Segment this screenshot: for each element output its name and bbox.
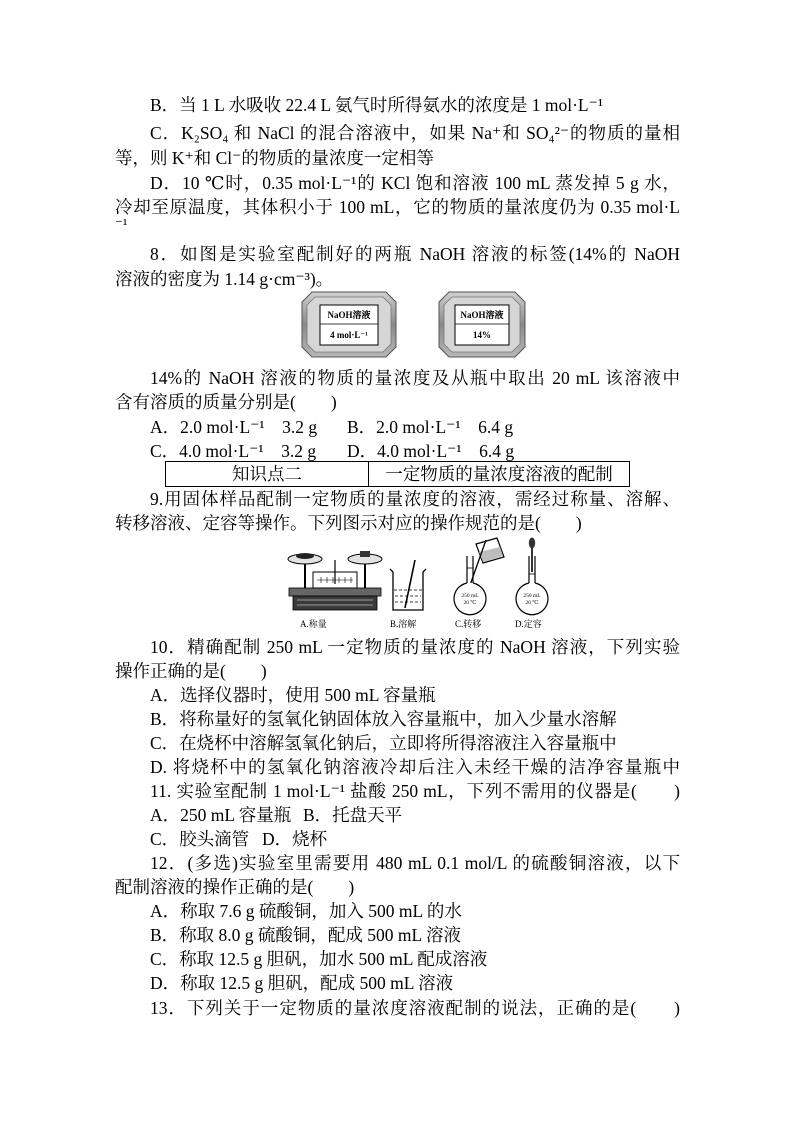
bottle-label-percent — [439, 292, 525, 357]
q10-stem-line1: 10．精确配制 250 mL 一定物质的量浓度的 NaOH 溶液，下列实验 — [150, 637, 680, 657]
balance-illustration — [288, 551, 382, 610]
q7-option-d-line1: D．10 ℃时，0.35 mol·L⁻¹的 KCl 饱和溶液 100 mL 蒸发掉 5 g 水， — [150, 173, 680, 193]
section-label: 知识点二 — [166, 462, 369, 486]
bottle-label-2-title: NaOH溶液 — [460, 310, 504, 320]
q9-stem-line1: 9.用固体样品配制一定物质的量浓度的溶液，需经过称量、溶解、 — [150, 489, 680, 509]
flask-c-volume: 250 mL — [461, 593, 479, 599]
q8-option-c: C．4.0 mol·L⁻¹ 3.2 g — [150, 441, 317, 461]
q10-stem-line2: 操作正确的是( ) — [115, 661, 267, 681]
caption-c: C.转移 — [455, 619, 482, 629]
q11-option-c: C．胶头滴管 — [150, 829, 250, 849]
flask-c-temperature: 20 ℃ — [463, 600, 477, 606]
q12-option-d: D．称取 12.5 g 胆矾，配成 500 mL 溶液 — [150, 973, 454, 993]
q8-question-line2: 含有溶质的质量分别是( ) — [115, 392, 337, 412]
q10-option-a: A．选择仪器时，使用 500 mL 容量瓶 — [150, 685, 436, 705]
bottle-label-2-value: 14% — [473, 330, 491, 340]
section-title: 一定物质的量浓度溶液的配制 — [385, 464, 613, 484]
q8-stem-line2: 溶液的密度为 1.14 g·cm⁻³)。 — [115, 269, 334, 289]
q8-question-line1: 14%的 NaOH 溶液的物质的量浓度及从瓶中取出 20 mL 该溶液中 — [150, 368, 680, 388]
flask-d-volume: 250 mL — [523, 593, 541, 599]
bottle-labels-figure — [298, 290, 530, 360]
q11-option-b: B．托盘天平 — [303, 805, 403, 825]
q7-option-c-line1: C．K₂SO₄ 和 NaCl 的混合溶液中，如果 Na⁺和 SO₄²⁻的物质的量相 — [150, 123, 680, 143]
q7-option-d-line2: 冷却至原温度，其体积小于 100 mL，它的物质的量浓度仍为 0.35 mol·L — [115, 197, 680, 217]
bottle-label-1-title: NaOH溶液 — [327, 310, 371, 320]
q10-option-c: C．在烧杯中溶解氢氧化钠后，立即将所得溶液注入容量瓶中 — [150, 733, 617, 753]
caption-a: A.称量 — [300, 619, 327, 629]
q7-option-c-line2: 等，则 K⁺和 Cl⁻的物质的量浓度一定相等 — [115, 148, 434, 168]
q10-option-d: D. 将烧杯中的氢氧化钠溶液冷却后注入未经干燥的洁净容量瓶中 — [150, 757, 680, 777]
q12-option-c: C．称取 12.5 g 胆矾，加水 500 mL 配成溶液 — [150, 949, 488, 969]
beaker-illustration — [390, 560, 426, 610]
caption-d: D.定容 — [515, 619, 542, 629]
q7-option-d-line3: ⁻¹ — [115, 217, 128, 233]
bottle-label-molarity — [302, 292, 396, 357]
q8-option-b: B．2.0 mol·L⁻¹ 6.4 g — [347, 417, 514, 437]
flask-transfer-illustration — [454, 538, 504, 615]
q12-option-b: B．称取 8.0 g 硫酸铜，配成 500 mL 溶液 — [150, 925, 461, 945]
q8-option-d: D．4.0 mol·L⁻¹ 6.4 g — [347, 441, 515, 461]
q10-option-b: B．将称量好的氢氧化钠固体放入容量瓶中，加入少量水溶解 — [150, 709, 617, 729]
q9-operations-figure — [283, 536, 558, 632]
q11-stem: 11. 实验室配制 1 mol·L⁻¹ 盐酸 250 mL，下列不需用的仪器是( ) — [150, 781, 680, 801]
section-header-table — [165, 461, 630, 487]
flask-d-temperature: 20 ℃ — [525, 600, 539, 606]
flask-dropper-illustration — [516, 538, 548, 615]
q7-option-b: B．当 1 L 水吸收 22.4 L 氨气时所得氨水的浓度是 1 mol·L⁻¹ — [150, 95, 604, 115]
bottle-label-1-value: 4 mol·L⁻¹ — [330, 330, 368, 340]
q12-stem-line1: 12．(多选)实验室里需要用 480 mL 0.1 mol/L 的硫酸铜溶液，以下 — [150, 853, 680, 873]
q11-option-d: D．烧杯 — [262, 829, 328, 849]
q9-stem-line2: 转移溶液、定容等操作。下列图示对应的操作规范的是( ) — [115, 513, 582, 533]
q8-stem-line1: 8．如图是实验室配制好的两瓶 NaOH 溶液的标签(14%的 NaOH — [150, 244, 680, 264]
q11-option-a: A．250 mL 容量瓶 — [150, 805, 292, 825]
q12-option-a: A．称取 7.6 g 硫酸铜，加入 500 mL 的水 — [150, 901, 462, 921]
q12-stem-line2: 配制溶液的操作正确的是( ) — [115, 877, 355, 897]
q13-stem: 13．下列关于一定物质的量浓度溶液配制的说法，正确的是( ) — [150, 998, 680, 1018]
q8-option-a: A．2.0 mol·L⁻¹ 3.2 g — [150, 417, 318, 437]
caption-b: B.溶解 — [390, 619, 417, 629]
